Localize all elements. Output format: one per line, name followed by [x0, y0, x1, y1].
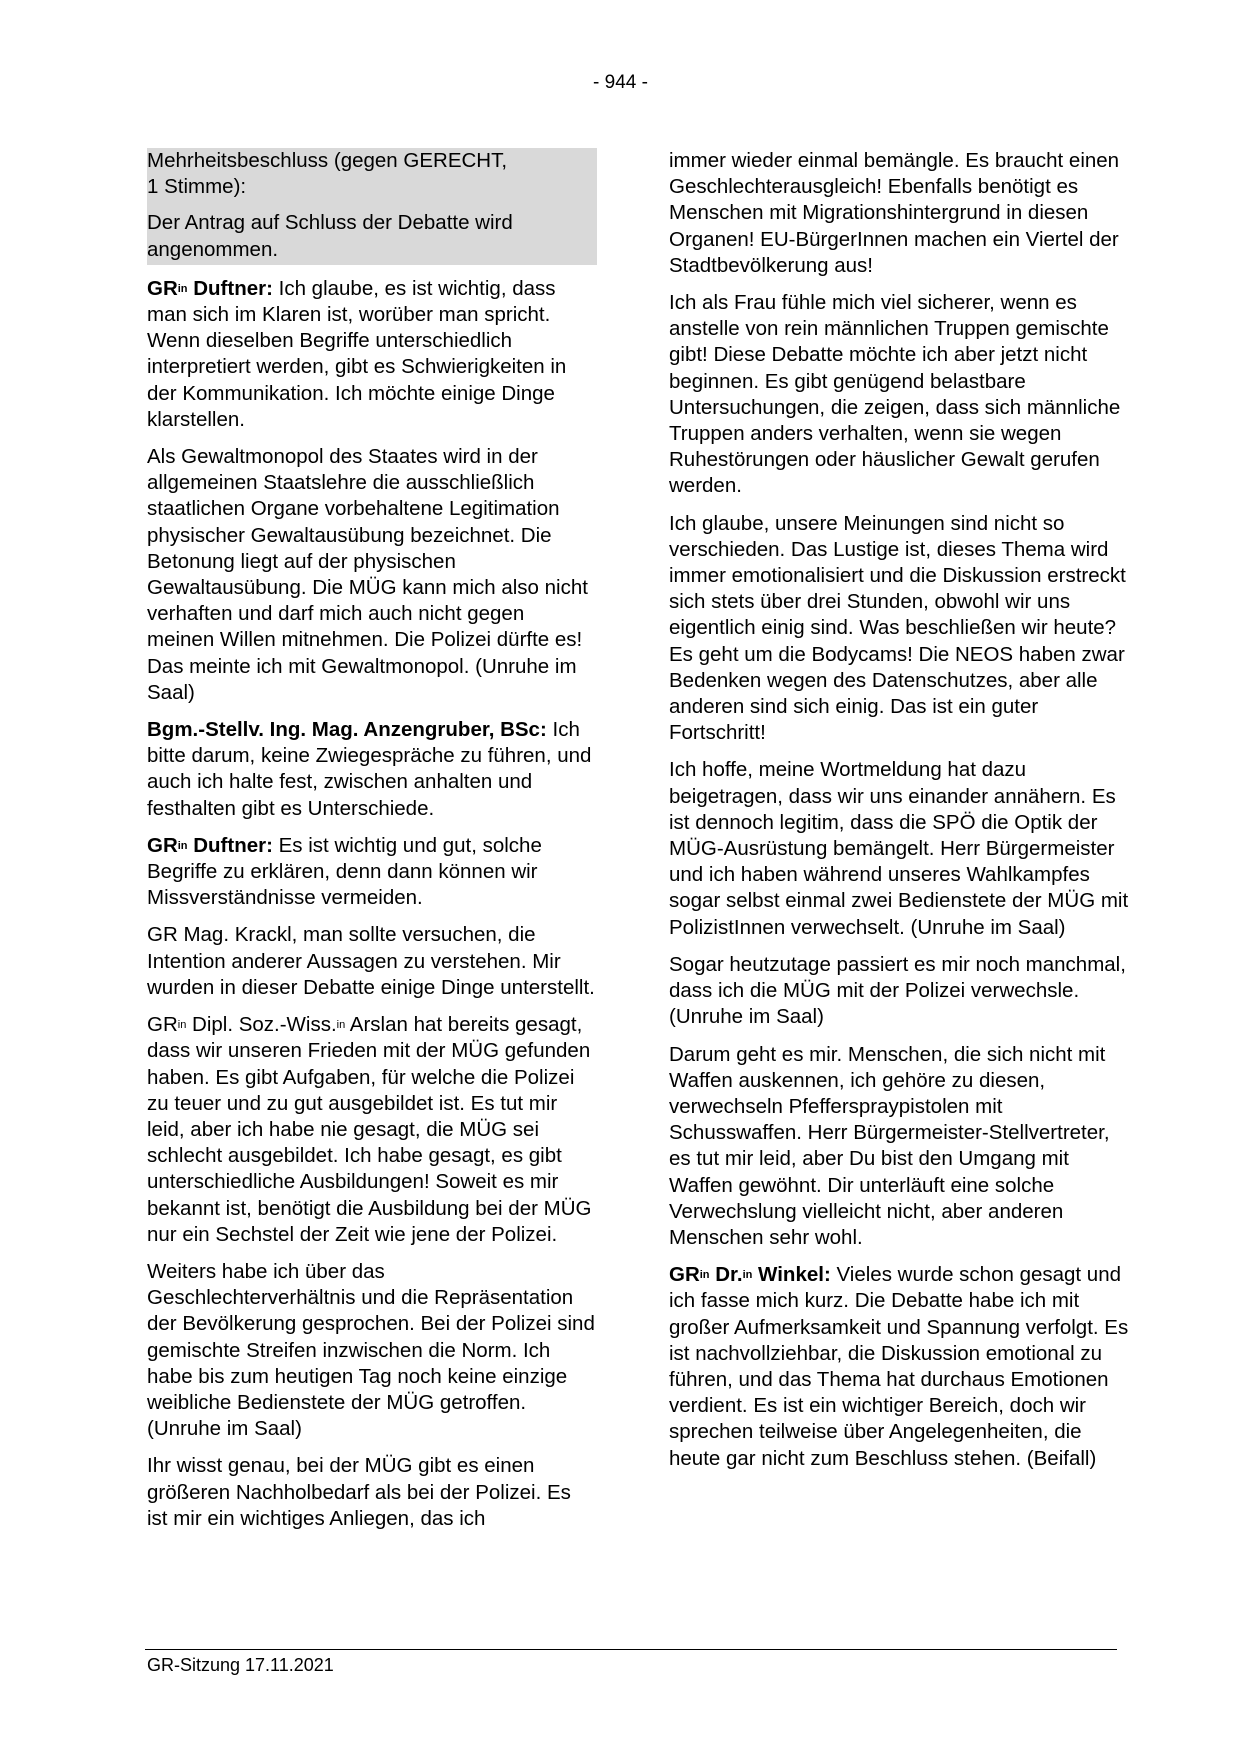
speaker-name: Bgm.-Stellv. Ing. Mag. Anzengruber, BSc:: [147, 718, 547, 742]
paragraph-nachholbedarf: Ihr wisst genau, bei der MÜG gibt es einen größeren Nachholbedarf als bei der Polizei. Es ist mir ein wichtiges Anliegen, das ich: [147, 1454, 571, 1530]
resolution-line-2: 1 Stimme):: [147, 175, 247, 199]
resolution-heading: [147, 148, 597, 200]
paragraph-arslan: $GR^{in}$ Dipl. Soz.-Wiss.$^{in}$ Arslan hat bereits gesagt, dass wir unseren Frieden mit der MÜG gefunden haben. Es gibt Aufgaben, für welche die Polizei zu teuer und zu gut ausgebildet ist. Es tut mir leid, aber ich habe nie gesagt, die MÜG sei schlecht ausgebildet. Ich habe gesagt, es gibt unterschiedliche Ausbildungen! Soweit es mir bekannt ist, benötigt die Ausbildung bei der MÜG nur ein Sechstel der Zeit wie jene der Polizei.: [147, 1013, 592, 1246]
footer-session-date: GR-Sitzung 17.11.2021: [147, 1655, 334, 1675]
paragraph-krackl: GR Mag. Krackl, man sollte versuchen, die Intention anderer Aussagen zu verstehen. Mir wurden in dieser Debatte einige Dinge unterstellt.: [147, 923, 595, 999]
paragraph-frau-sicherer: Ich als Frau fühle mich viel sicherer, wenn es anstelle von rein männlichen Truppen gemischte gibt! Diese Debatte möchte ich aber jetzt nicht beginnen. Es gibt genügend belastbare Untersuchungen, die zeigen, dass sich männliche Truppen anders verhalten, wenn sie wegen Ruhestörungen oder häuslicher Gewalt gerufen werden.: [669, 291, 1121, 498]
paragraph-geschlechterverhaeltnis: Weiters habe ich über das Geschlechterverhältnis und die Repräsentation der Bevölkerung gesprochen. Bei der Polizei sind gemischte Streifen inzwischen die Norm. Ich habe bis zum heutigen Tag noch keine einzige weibliche Bedienstete der MÜG getroffen. (Unruhe im Saal): [147, 1259, 595, 1441]
paragraph-duftner-2: $GR^{in}$ Duftner: Es ist wichtig und gut, solche Begriffe zu erklären, denn dann können wir Missverständnisse vermeiden.: [147, 833, 542, 910]
resolution-text: Der Antrag auf Schluss der Debatte wird angenommen.: [147, 211, 513, 261]
right-column: [669, 148, 1129, 1472]
resolution-box: [147, 148, 597, 265]
resolution-line-1: Mehrheitsbeschluss (gegen GERECHT,: [147, 149, 508, 172]
paragraph-waffen: Darum geht es mir. Menschen, die sich nicht mit Waffen auskennen, ich gehöre zu diesen, verwechseln Pfefferspraypistolen mit Schusswaffen. Herr Bürgermeister-Stellvertreter, es tut mir leid, aber Du bist den Umgang mit Waffen gewöhnt. Dir unterläuft eine solche Verwechslung vielleicht nicht, aber anderen Menschen sehr wohl.: [669, 1042, 1110, 1249]
speaker-name: $GR^{in}$ Duftner:: [147, 276, 273, 300]
paragraph-gewaltmonopol: Als Gewaltmonopol des Staates wird in der allgemeinen Staatslehre die ausschließlich staatlichen Organe vorbehaltene Legitimation physischer Gewaltausübung bezeichnet. Die Betonung liegt auf der physischen Gewaltausübung. Die MÜG kann mich also nicht verhaften und darf mich auch nicht gegen meinen Willen mitnehmen. Die Polizei dürfte es! Das meinte ich mit Gewaltmonopol. (Unruhe im Saal): [147, 445, 588, 704]
paragraph-geschlechterausgleich: immer wieder einmal bemängle. Es braucht einen Geschlechterausgleich! Ebenfalls benötigt es Menschen mit Migrationshintergrund in diesen Organen! EU-BürgerInnen machen ein Viertel der Stadtbevölkerung aus!: [669, 149, 1120, 277]
paragraph-meinungen: Ich glaube, unsere Meinungen sind nicht so verschieden. Das Lustige ist, dieses Thema wird immer emotionalisiert und die Diskussion erstreckt sich stets über drei Stunden, obwohl wir uns eigentlich einig sind. Was beschließen wir heute? Es geht um die Bodycams! Die NEOS haben zwar Bedenken wegen des Datenschutzes, aber alle anderen sind sich einig. Das ist ein guter Fortschritt!: [669, 511, 1126, 745]
paragraph-winkel: $GR^{in}$ Dr.$^{in}$ Winkel: Vieles wurde schon gesagt und ich fasse mich kurz. Die Debatte habe ich mit großer Aufmerksamkeit und Spannung verfolgt. Es ist nachvollziehbar, die Diskussion emotional zu führen, und das Thema hat durchaus Emotionen verdient. Es ist ein wichtiger Bereich, doch wir sprechen teilweise über Angelegenheiten, die heute gar nicht zum Beschluss stehen. (Beifall): [669, 1263, 1129, 1470]
paragraph-anzengruber: Bgm.-Stellv. Ing. Mag. Anzengruber, BSc: Ich bitte darum, keine Zwiegespräche zu führen, und auch ich halte fest, zwischen anhalten und festhalten gibt es Unterschiede.: [147, 718, 592, 820]
paragraph-duftner-1: $GR^{in}$ Duftner: Ich glaube, es ist wichtig, dass man sich im Klaren ist, worüber man spricht. Wenn dieselben Begriffe unterschiedlich interpretiert werden, gibt es Schwierigkeiten in der Kommunikation. Ich möchte einige Dinge klarstellen.: [147, 276, 567, 431]
paragraph-wortmeldung: Ich hoffe, meine Wortmeldung hat dazu beigetragen, dass wir uns einander annähern. Es ist dennoch legitim, dass die SPÖ die Optik der MÜG-Ausrüstung bemängelt. Herr Bürgermeister und ich haben während unseres Wahlkampfes sogar selbst einmal zwei Bedienstete der MÜG mit PolizistInnen verwechselt. (Unruhe im Saal): [669, 758, 1129, 939]
paragraph-verwechsle: Sogar heutzutage passiert es mir noch manchmal, dass ich die MÜG mit der Polizei verwechsle. (Unruhe im Saal): [669, 952, 1126, 1029]
speaker-name: $GR^{in}$ Duftner:: [147, 833, 273, 857]
footer-divider: [145, 1649, 1117, 1650]
left-column: [147, 148, 597, 1532]
page-number: - 944 -: [593, 72, 648, 93]
speaker-name: $GR^{in}$ Dr.$^{in}$ Winkel:: [669, 1263, 831, 1287]
